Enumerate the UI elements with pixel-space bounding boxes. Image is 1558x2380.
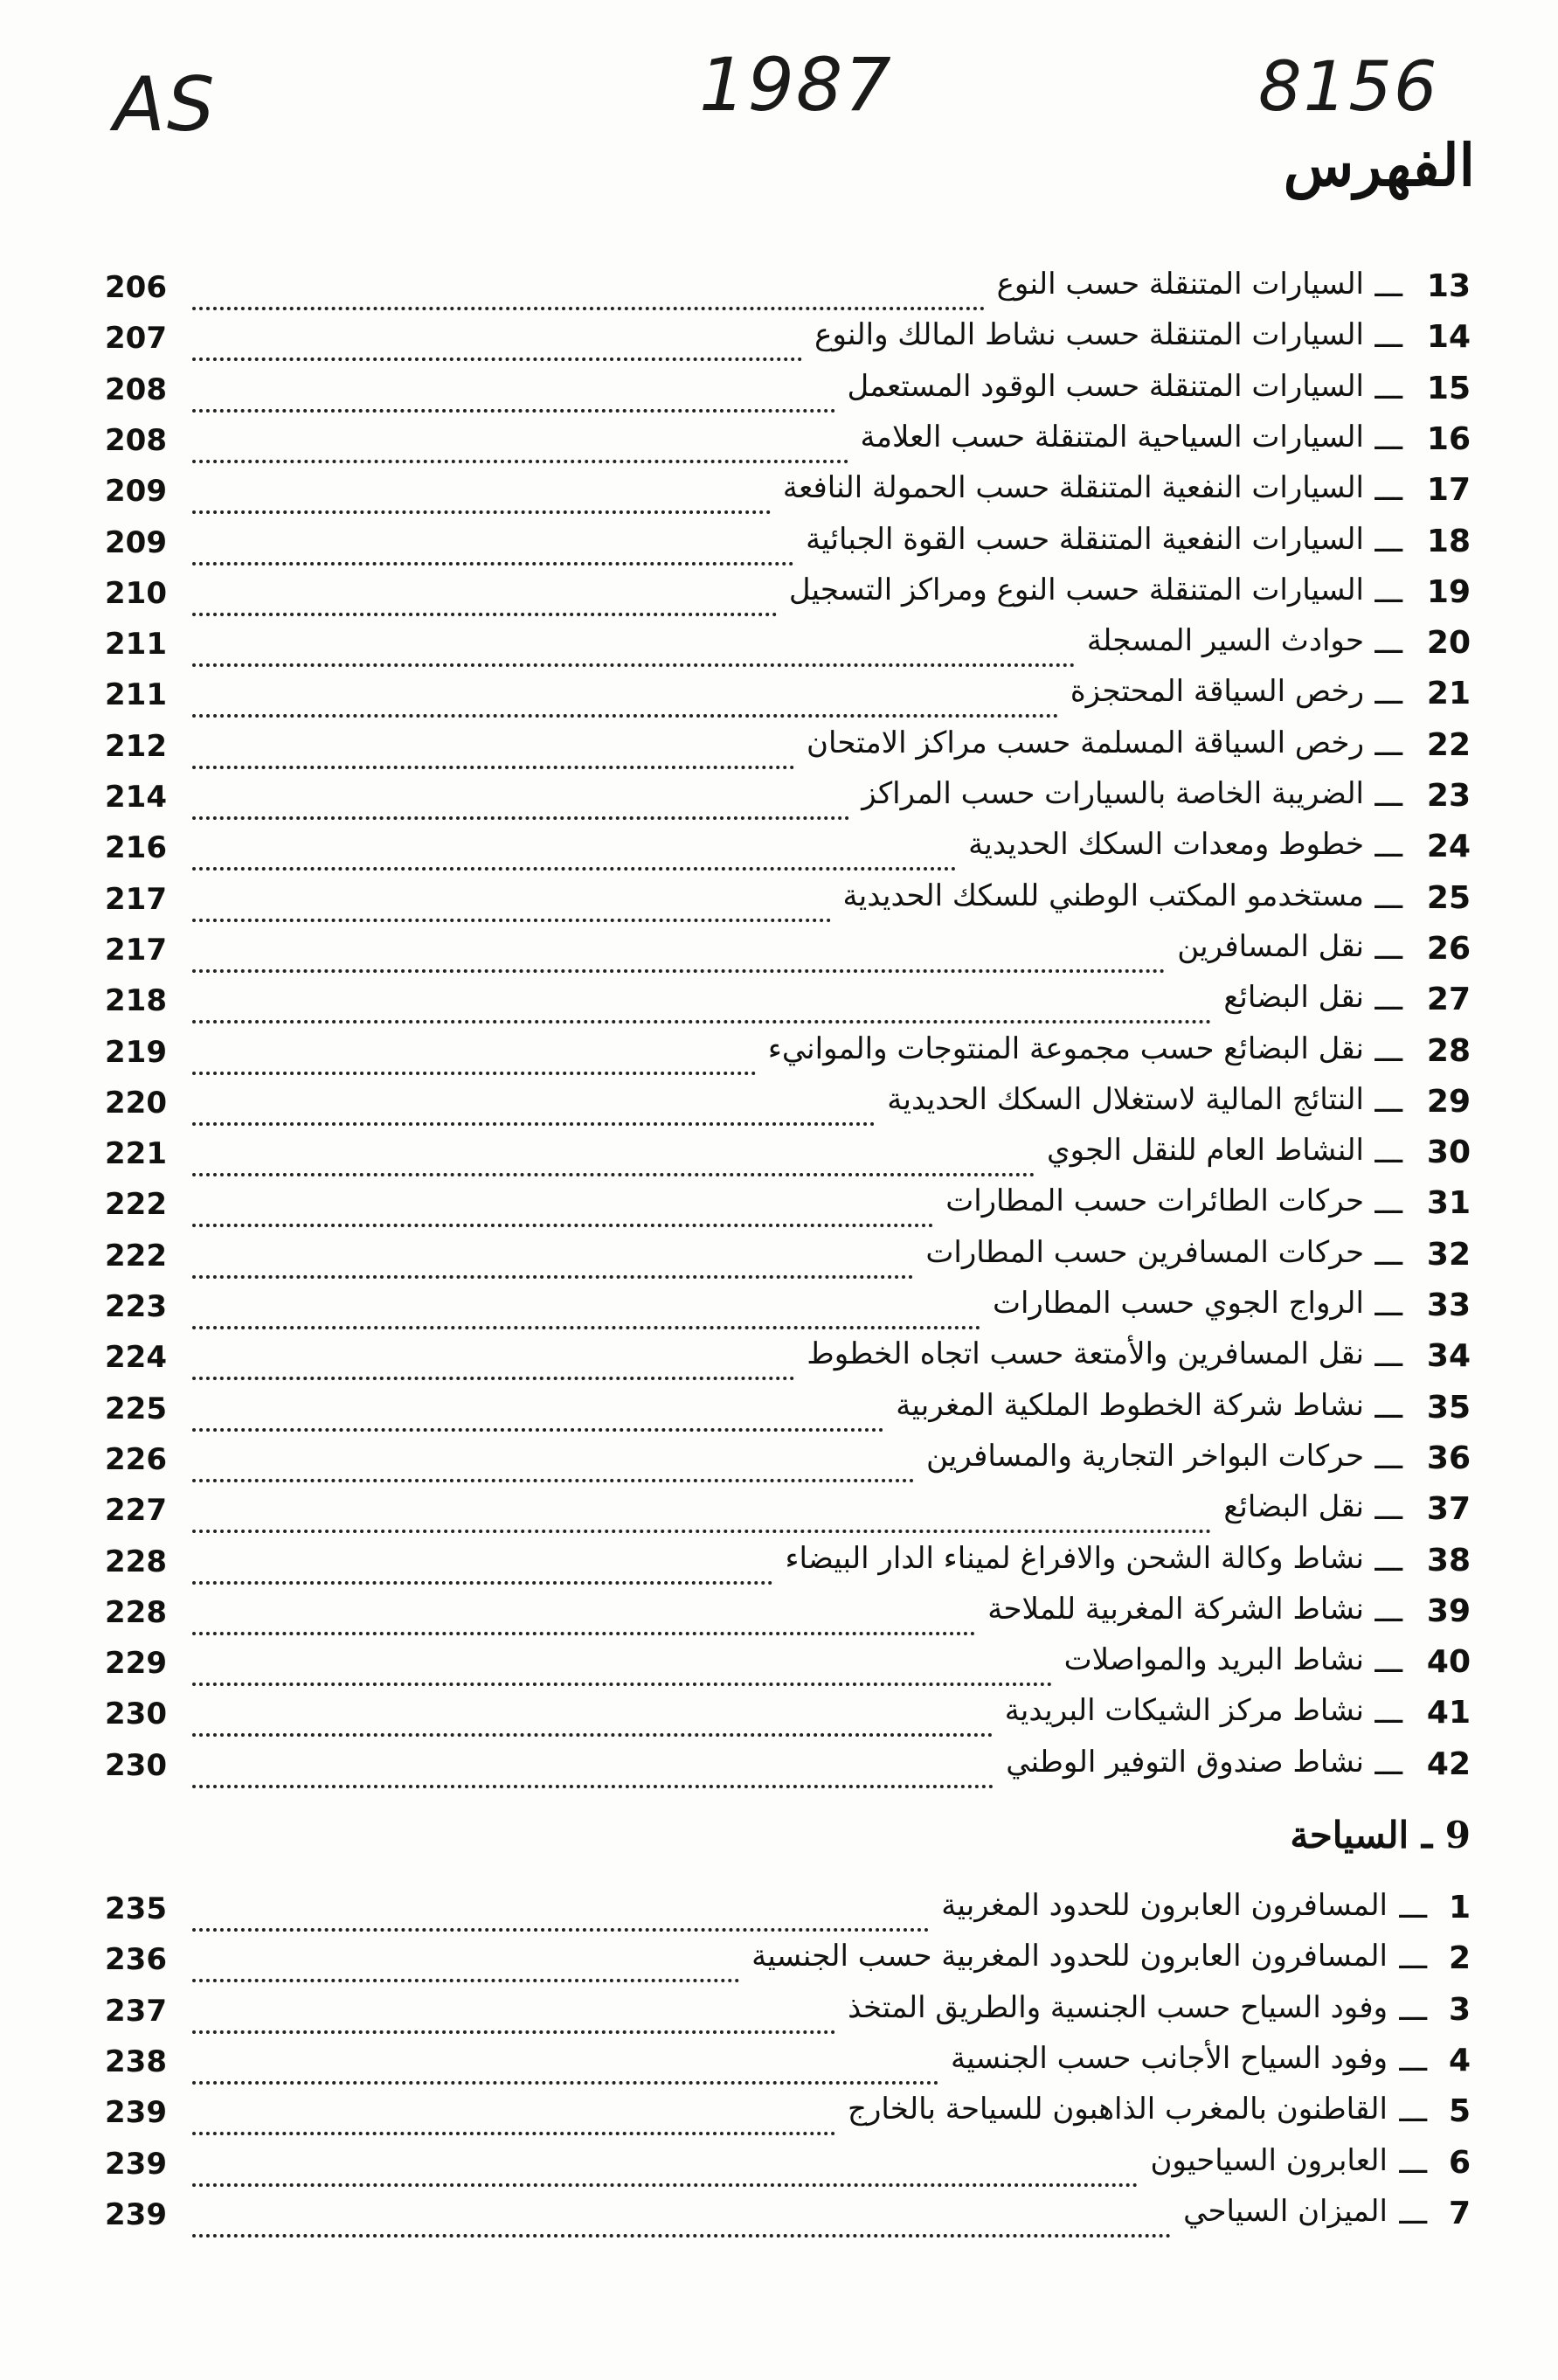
toc-entry-title: الميزان السياحي — [1183, 2193, 1388, 2229]
toc-entry-number: 30 — [1426, 1134, 1471, 1171]
toc-entry — [0, 1642, 1558, 1693]
toc-entry — [0, 267, 1558, 317]
toc-entry-dash: ـــ — [1375, 1695, 1402, 1731]
toc-entry-dash: ـــ — [1375, 420, 1402, 457]
toc-entry-dash: ـــ — [1375, 523, 1402, 559]
toc-entry-title: حوادث السير المسجلة — [1086, 623, 1364, 659]
toc-entry-number: 3 — [1448, 1991, 1471, 2028]
toc-entry-number: 23 — [1426, 778, 1471, 814]
toc-entry-number: 28 — [1426, 1032, 1471, 1069]
toc-entry-number: 1 — [1448, 1890, 1471, 1926]
handwritten-mark-right: 8156 — [1258, 48, 1439, 127]
toc-entry-dash: ـــ — [1375, 472, 1402, 509]
toc-entry-title: نشاط البريد والمواصلات — [1063, 1642, 1364, 1678]
toc-entry-page-number: 235 — [105, 1891, 167, 1926]
toc-entry-dash: ـــ — [1375, 726, 1402, 763]
toc-leader-dots — [192, 1995, 835, 2034]
toc-entry-title: نقل البضائع — [1223, 1489, 1364, 1525]
toc-entry — [0, 1745, 1558, 1795]
toc-entry — [0, 522, 1558, 572]
toc-entry-dash: ـــ — [1375, 625, 1402, 662]
toc-entry — [0, 2143, 1558, 2194]
toc-entry — [0, 878, 1558, 929]
toc-entry-dash: ـــ — [1375, 778, 1402, 814]
toc-entry-page-number: 222 — [105, 1238, 167, 1273]
handwritten-mark-left: AS — [114, 61, 217, 149]
toc-leader-dots — [192, 731, 794, 769]
toc-entry-title: نشاط مركز الشيكات البريدية — [1004, 1693, 1364, 1729]
toc-entry-page-number: 225 — [105, 1391, 167, 1426]
toc-entry-title: القاطنون بالمغرب الذاهبون للسياحة بالخارج — [848, 2092, 1388, 2127]
toc-entry-page-number: 230 — [105, 1697, 167, 1732]
toc-entry — [0, 674, 1558, 725]
toc-entry-title: مستخدمو المكتب الوطني للسكك الحديدية — [842, 878, 1364, 913]
toc-entry — [0, 980, 1558, 1030]
toc-entry-title: رخص السياقة المسلمة حسب مراكز الامتحان — [807, 725, 1364, 760]
toc-entry-page-number: 217 — [105, 932, 167, 968]
toc-entry-title: النتائج المالية لاستغلال السكك الحديدية — [887, 1081, 1364, 1117]
toc-entry-dash: ـــ — [1375, 1542, 1402, 1579]
toc-entry — [0, 623, 1558, 674]
toc-entry-title: السيارات المتنقلة حسب نشاط المالك والنوع — [814, 317, 1364, 353]
toc-entry-title: السيارات المتنقلة حسب النوع ومراكز التسجيل — [788, 572, 1364, 607]
toc-leader-dots — [192, 425, 848, 463]
toc-entry-dash: ـــ — [1375, 676, 1402, 712]
toc-leader-dots — [192, 1944, 739, 1982]
toc-entry-page-number: 208 — [105, 371, 167, 407]
toc-entry — [0, 1388, 1558, 1439]
toc-leader-dots — [192, 2046, 938, 2085]
toc-leader-dots — [192, 2148, 1138, 2187]
toc-entry-title: نشاط شركة الخطوط الملكية المغربية — [896, 1387, 1364, 1423]
toc-leader-dots — [192, 1444, 914, 1482]
toc-entry-page-number: 219 — [105, 1034, 167, 1070]
toc-entry-dash: ـــ — [1375, 268, 1402, 304]
toc-entry-number: 37 — [1426, 1491, 1471, 1528]
toc-entry — [0, 317, 1558, 368]
toc-entry — [0, 1133, 1558, 1183]
toc-entry-number: 39 — [1426, 1592, 1471, 1629]
toc-entry-dash: ـــ — [1375, 319, 1402, 356]
toc-entry-dash: ـــ — [1375, 982, 1402, 1018]
toc-entry-dash: ـــ — [1375, 1644, 1402, 1681]
toc-entry-dash: ـــ — [1375, 1389, 1402, 1426]
toc-entry-title: حركات البواخر التجارية والمسافرين — [925, 1438, 1364, 1474]
toc-entry-number: 20 — [1426, 625, 1471, 662]
section-heading-tourism: 9 ـ السياحة — [1290, 1814, 1471, 1856]
toc-entry-title: السيارات المتنقلة حسب الوقود المستعمل — [847, 368, 1364, 404]
handwritten-year: 1987 — [699, 42, 893, 128]
toc-entry-number: 41 — [1426, 1695, 1471, 1731]
toc-entry-dash: ـــ — [1399, 1940, 1427, 1977]
toc-entry — [0, 1541, 1558, 1592]
toc-entry-page-number: 214 — [105, 780, 167, 815]
toc-leader-dots — [192, 1597, 975, 1635]
toc-leader-dots — [192, 374, 835, 413]
toc-entry — [0, 1031, 1558, 1082]
toc-entry — [0, 2194, 1558, 2245]
toc-entry-number: 6 — [1448, 2144, 1471, 2181]
toc-entry — [0, 1888, 1558, 1939]
toc-entry-number: 26 — [1426, 930, 1471, 967]
toc-entry-page-number: 224 — [105, 1340, 167, 1376]
toc-entry-number: 14 — [1426, 319, 1471, 356]
toc-entry-number: 34 — [1426, 1338, 1471, 1375]
toc-entry-page-number: 208 — [105, 422, 167, 458]
toc-entry — [0, 725, 1558, 776]
toc-leader-dots — [192, 985, 1211, 1023]
toc-leader-dots — [192, 884, 831, 922]
toc-entry-page-number: 209 — [105, 474, 167, 510]
toc-entry-number: 25 — [1426, 879, 1471, 916]
toc-entry-page-number: 216 — [105, 830, 167, 866]
toc-entry-page-number: 223 — [105, 1289, 167, 1324]
toc-entry-page-number: 210 — [105, 575, 167, 611]
toc-entry-title: السيارات السياحية المتنقلة حسب العلامة — [860, 419, 1364, 454]
toc-entry-number: 21 — [1426, 676, 1471, 712]
toc-entry — [0, 1592, 1558, 1642]
toc-entry-page-number: 238 — [105, 2043, 167, 2079]
toc-entry-dash: ـــ — [1399, 1890, 1427, 1926]
toc-entry-dash: ـــ — [1375, 1491, 1402, 1528]
toc-entry-number: 15 — [1426, 370, 1471, 406]
toc-leader-dots — [192, 475, 771, 514]
toc-leader-dots — [192, 1750, 994, 1788]
toc-entry-dash: ـــ — [1375, 1236, 1402, 1273]
toc-leader-dots — [192, 1546, 772, 1585]
toc-entry-dash: ـــ — [1375, 1083, 1402, 1120]
toc-entry-title: نقل المسافرين والأمتعة حسب اتجاه الخطوط — [807, 1336, 1364, 1372]
toc-entry-page-number: 228 — [105, 1544, 167, 1579]
toc-entry — [0, 1439, 1558, 1489]
toc-entry-dash: ـــ — [1375, 879, 1402, 916]
toc-entry-number: 4 — [1448, 2042, 1471, 2078]
toc-entry-dash: ـــ — [1375, 1440, 1402, 1476]
toc-entry-page-number: 228 — [105, 1594, 167, 1630]
toc-entry-number: 19 — [1426, 573, 1471, 610]
toc-entry-title: نقل البضائع — [1223, 980, 1364, 1016]
toc-entry — [0, 1489, 1558, 1540]
toc-entry-dash: ـــ — [1375, 1032, 1402, 1069]
toc-entry — [0, 420, 1558, 470]
toc-entry-dash: ـــ — [1375, 1592, 1402, 1629]
toc-entry — [0, 1235, 1558, 1286]
toc-entry-title: السيارات النفعية المتنقلة حسب القوة الجبائية — [806, 521, 1364, 557]
toc-entry-title: نشاط صندوق التوفير الوطني — [1006, 1744, 1364, 1780]
toc-entry-title: الرواج الجوي حسب المطارات — [992, 1286, 1364, 1321]
toc-leader-dots — [192, 1138, 1035, 1176]
toc-leader-dots — [192, 1087, 875, 1126]
toc-entry-number: 16 — [1426, 420, 1471, 457]
toc-entry-dash: ـــ — [1375, 1745, 1402, 1782]
toc-entry — [0, 1082, 1558, 1133]
toc-leader-dots — [192, 679, 1058, 718]
toc-entry-title: وفود السياح حسب الجنسية والطريق المتخذ — [848, 1989, 1388, 2025]
toc-entry-dash: ـــ — [1375, 930, 1402, 967]
toc-entry-page-number: 221 — [105, 1136, 167, 1172]
toc-entry — [0, 2092, 1558, 2142]
toc-entry-page-number: 206 — [105, 270, 167, 305]
toc-leader-dots — [192, 578, 777, 616]
toc-leader-dots — [192, 1342, 794, 1380]
toc-entry-title: السيارات النفعية المتنقلة حسب الحمولة النافعة — [782, 470, 1364, 506]
toc-entry-dash: ـــ — [1375, 1287, 1402, 1323]
toc-entry-title: نشاط الشركة المغربية للملاحة — [987, 1591, 1364, 1627]
toc-entry-page-number: 230 — [105, 1747, 167, 1783]
toc-entry-title: وفود السياح الأجانب حسب الجنسية — [951, 2040, 1388, 2076]
toc-entry-number: 38 — [1426, 1542, 1471, 1579]
toc-entry-number: 7 — [1448, 2195, 1471, 2231]
toc-entry-title: المسافرون العابرون للحدود المغربية — [941, 1888, 1388, 1923]
toc-entry-page-number: 211 — [105, 627, 167, 663]
toc-entry-page-number: 218 — [105, 983, 167, 1019]
toc-entry — [0, 1693, 1558, 1744]
toc-entry-dash: ـــ — [1375, 1338, 1402, 1375]
toc-entry-number: 35 — [1426, 1389, 1471, 1426]
toc-entry-page-number: 239 — [105, 2196, 167, 2232]
toc-leader-dots — [192, 832, 956, 871]
toc-entry-page-number: 212 — [105, 728, 167, 764]
toc-leader-dots — [192, 1189, 933, 1227]
toc-entry-number: 13 — [1426, 268, 1471, 304]
toc-leader-dots — [192, 1698, 993, 1737]
toc-entry-page-number: 211 — [105, 677, 167, 713]
toc-entry-number: 32 — [1426, 1236, 1471, 1273]
toc-leader-dots — [192, 781, 849, 820]
toc-leader-dots — [192, 2199, 1171, 2238]
toc-entry-page-number: 217 — [105, 881, 167, 917]
page-title: الفهرس — [1283, 131, 1475, 199]
toc-leader-dots — [192, 1893, 929, 1932]
toc-leader-dots — [192, 323, 802, 361]
toc-entry-number: 5 — [1448, 2093, 1471, 2130]
toc-entry-title: حركات الطائرات حسب المطارات — [945, 1183, 1364, 1219]
toc-entry — [0, 470, 1558, 521]
toc-entry-page-number: 222 — [105, 1187, 167, 1223]
toc-entry-title: المسافرون العابرون للحدود المغربية حسب الجنسية — [751, 1939, 1388, 1974]
toc-entry-number: 40 — [1426, 1644, 1471, 1681]
toc-entry — [0, 827, 1558, 878]
toc-entry-dash: ـــ — [1399, 2093, 1427, 2130]
toc-entry-page-number: 209 — [105, 524, 167, 560]
toc-entry — [0, 369, 1558, 420]
toc-leader-dots — [192, 934, 1165, 973]
toc-entry-dash: ـــ — [1399, 1991, 1427, 2028]
toc-entry-title: النشاط العام للنقل الجوي — [1047, 1133, 1364, 1169]
toc-entry-dash: ـــ — [1375, 1185, 1402, 1222]
toc-entry-page-number: 239 — [105, 2095, 167, 2131]
toc-entry-title: العابرون السياحيون — [1150, 2142, 1388, 2178]
toc-entry — [0, 1183, 1558, 1234]
toc-entry — [0, 929, 1558, 980]
toc-entry-page-number: 229 — [105, 1646, 167, 1682]
toc-leader-dots — [192, 628, 1075, 667]
toc-leader-dots — [192, 1393, 883, 1432]
toc-entry-title: نشاط وكالة الشحن والافراغ لميناء الدار البيضاء — [785, 1540, 1364, 1576]
toc-entry-page-number: 236 — [105, 1942, 167, 1978]
toc-leader-dots — [192, 1291, 980, 1329]
toc-entry-page-number: 227 — [105, 1493, 167, 1529]
toc-entry-dash: ـــ — [1375, 829, 1402, 865]
toc-entry-dash: ـــ — [1399, 2195, 1427, 2231]
toc-entry-page-number: 226 — [105, 1441, 167, 1477]
toc-entry-number: 29 — [1426, 1083, 1471, 1120]
toc-entry-dash: ـــ — [1399, 2144, 1427, 2181]
toc-entry-title: نقل البضائع حسب مجموعة المنتوجات والموانيء — [767, 1030, 1364, 1066]
toc-entry-title: خطوط ومعدات السكك الحديدية — [968, 827, 1364, 863]
toc-entry-title: حركات المسافرين حسب المطارات — [925, 1234, 1364, 1270]
toc-entry-number: 17 — [1426, 472, 1471, 509]
toc-leader-dots — [192, 527, 793, 566]
toc-entry-title: الضريبة الخاصة بالسيارات حسب المراكز — [862, 776, 1364, 811]
toc-entry-number: 27 — [1426, 982, 1471, 1018]
toc-leader-dots — [192, 1240, 913, 1279]
toc-entry-number: 31 — [1426, 1185, 1471, 1222]
toc-entry-dash: ـــ — [1375, 573, 1402, 610]
toc-leader-dots — [192, 1495, 1211, 1533]
toc-entry-number: 36 — [1426, 1440, 1471, 1476]
toc-entry — [0, 1990, 1558, 2041]
toc-entry-page-number: 237 — [105, 1993, 167, 2029]
toc-entry — [0, 1939, 1558, 1989]
toc-entry-page-number: 239 — [105, 2146, 167, 2182]
toc-entry-dash: ـــ — [1375, 1134, 1402, 1171]
toc-entry-number: 2 — [1448, 1940, 1471, 1977]
toc-entry-number: 18 — [1426, 523, 1471, 559]
toc-entry — [0, 572, 1558, 623]
toc-leader-dots — [192, 272, 985, 310]
toc-entry-page-number: 220 — [105, 1085, 167, 1121]
toc-entry-number: 22 — [1426, 726, 1471, 763]
toc-entry — [0, 1286, 1558, 1336]
toc-entry-number: 42 — [1426, 1745, 1471, 1782]
toc-entry-dash: ـــ — [1399, 2042, 1427, 2078]
toc-leader-dots — [192, 2097, 835, 2135]
toc-entry-title: نقل المسافرين — [1177, 928, 1364, 964]
toc-entry-page-number: 207 — [105, 321, 167, 357]
toc-entry — [0, 776, 1558, 827]
toc-entry — [0, 1336, 1558, 1387]
toc-leader-dots — [192, 1648, 1052, 1686]
toc-entry-title: السيارات المتنقلة حسب النوع — [996, 267, 1364, 302]
toc-leader-dots — [192, 1037, 756, 1075]
toc-entry-number: 24 — [1426, 829, 1471, 865]
toc-entry-number: 33 — [1426, 1287, 1471, 1323]
toc-entry-title: رخص السياقة المحتجزة — [1070, 674, 1364, 710]
toc-entry-dash: ـــ — [1375, 370, 1402, 406]
toc-entry — [0, 2041, 1558, 2092]
